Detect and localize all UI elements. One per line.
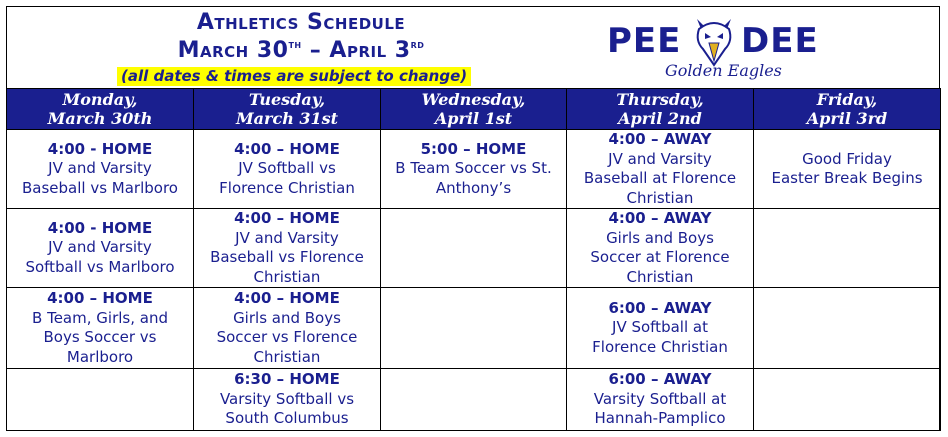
event-description: Soccer vs Florence bbox=[216, 328, 358, 346]
schedule-cell bbox=[381, 369, 567, 431]
event-time-location: 4:00 – HOME bbox=[234, 289, 340, 307]
event-description: Girls and Boys bbox=[606, 228, 714, 247]
schedule-row bbox=[7, 369, 941, 431]
schedule-cell bbox=[381, 209, 567, 288]
schedule-table bbox=[6, 88, 941, 431]
schedule-cell bbox=[381, 130, 567, 209]
event-time-location: 4:00 – AWAY bbox=[608, 209, 712, 227]
schedule-title: Athletics Schedule bbox=[196, 10, 406, 35]
day-header bbox=[381, 89, 567, 130]
event-time-location: 4:00 – AWAY bbox=[608, 130, 712, 148]
event-description: Christian bbox=[626, 267, 694, 286]
day-date: March 30th bbox=[47, 109, 153, 128]
day-date: April 1st bbox=[434, 109, 513, 128]
event-time-location: 6:00 – AWAY bbox=[608, 370, 712, 389]
day-name: Wednesday, bbox=[421, 90, 526, 109]
event-description: Good Friday bbox=[802, 149, 892, 168]
day-name: Thursday, bbox=[616, 90, 704, 109]
event-description: JV and Varsity bbox=[608, 149, 712, 168]
schedule-cell bbox=[194, 288, 381, 369]
schedule-cell bbox=[381, 288, 567, 369]
date-end: – April 3 bbox=[301, 38, 411, 63]
logo-word-right: DEE bbox=[741, 21, 819, 61]
event-description: Christian bbox=[253, 267, 321, 286]
event-time-location: 4:00 – HOME bbox=[47, 289, 153, 307]
schedule-cell bbox=[567, 288, 754, 369]
schedule-row bbox=[7, 288, 941, 369]
event-description: Soccer at Florence bbox=[590, 248, 730, 266]
event-description: Softball vs Marlboro bbox=[25, 257, 175, 276]
event-description: Boys Soccer vs bbox=[43, 328, 157, 346]
event-time-location: 4:00 – HOME bbox=[234, 139, 340, 158]
event-description: Hannah-Pamplico bbox=[594, 409, 726, 428]
event-description: JV Softball vs bbox=[238, 159, 336, 178]
day-header bbox=[7, 89, 194, 130]
schedule-cell bbox=[194, 209, 381, 288]
event-time-location: 6:30 – HOME bbox=[234, 370, 340, 389]
pee-dee-logo bbox=[605, 15, 830, 85]
schedule-cell bbox=[7, 288, 194, 369]
day-date: April 2nd bbox=[618, 109, 702, 128]
event-description: JV and Varsity bbox=[235, 228, 339, 247]
event-description: B Team Soccer vs St. bbox=[395, 159, 552, 178]
day-header-row bbox=[7, 89, 941, 130]
event-description: Varsity Softball vs bbox=[219, 389, 355, 408]
day-name: Tuesday, bbox=[248, 90, 326, 109]
event-description: Florence Christian bbox=[592, 337, 728, 356]
date-start: March 30 bbox=[177, 38, 289, 63]
date-range-title bbox=[0, 37, 602, 63]
schedule-cell bbox=[754, 288, 941, 369]
disclaimer-note: (all dates & times are subject to change) bbox=[117, 67, 471, 86]
event-time-location: 4:00 - HOME bbox=[47, 218, 153, 237]
event-description: Baseball vs Marlboro bbox=[22, 178, 178, 197]
schedule-cell bbox=[7, 209, 194, 288]
event-description: Baseball vs Florence bbox=[210, 248, 364, 266]
day-name: Monday, bbox=[62, 90, 138, 109]
event-time-location: 4:00 - HOME bbox=[47, 139, 153, 158]
event-description: Easter Break Begins bbox=[771, 169, 923, 187]
event-description: Varsity Softball at bbox=[593, 389, 727, 408]
day-header bbox=[567, 89, 754, 130]
event-description: JV and Varsity bbox=[48, 159, 152, 178]
event-description: Anthony’s bbox=[435, 178, 512, 197]
event-time-location: 4:00 – HOME bbox=[234, 209, 340, 227]
day-header bbox=[194, 89, 381, 130]
schedule-cell bbox=[194, 369, 381, 431]
schedule-cell bbox=[754, 369, 941, 431]
event-time-location: 6:00 – AWAY bbox=[608, 298, 712, 317]
schedule-row bbox=[7, 209, 941, 288]
event-time-location: 5:00 – HOME bbox=[420, 139, 527, 158]
schedule-cell bbox=[567, 130, 754, 209]
day-name: Friday, bbox=[816, 90, 878, 109]
event-description: B Team, Girls, and bbox=[32, 308, 168, 327]
event-description: JV Softball at bbox=[612, 318, 708, 337]
logo-subtitle: Golden Eagles bbox=[665, 61, 782, 80]
logo-word-left: PEE bbox=[607, 21, 682, 61]
date-end-suffix: rd bbox=[410, 37, 425, 51]
schedule-cell bbox=[567, 209, 754, 288]
event-description: Baseball at Florence bbox=[583, 169, 737, 187]
schedule-row bbox=[7, 130, 941, 209]
event-description: Girls and Boys bbox=[233, 308, 341, 327]
day-date: March 31st bbox=[235, 109, 339, 128]
schedule-cell bbox=[7, 369, 194, 431]
date-start-suffix: th bbox=[288, 37, 302, 51]
event-description: Christian bbox=[253, 347, 321, 366]
schedule-cell bbox=[7, 130, 194, 209]
schedule-cell bbox=[567, 369, 754, 431]
event-description: Florence Christian bbox=[219, 178, 355, 197]
event-description: Christian bbox=[626, 188, 694, 207]
event-description: Marlboro bbox=[66, 347, 134, 366]
day-header bbox=[754, 89, 941, 130]
schedule-cell bbox=[194, 130, 381, 209]
event-description: JV and Varsity bbox=[48, 238, 152, 257]
day-date: April 3rd bbox=[806, 109, 888, 128]
event-description: South Columbus bbox=[225, 409, 349, 428]
schedule-cell bbox=[754, 130, 941, 209]
schedule-cell bbox=[754, 209, 941, 288]
